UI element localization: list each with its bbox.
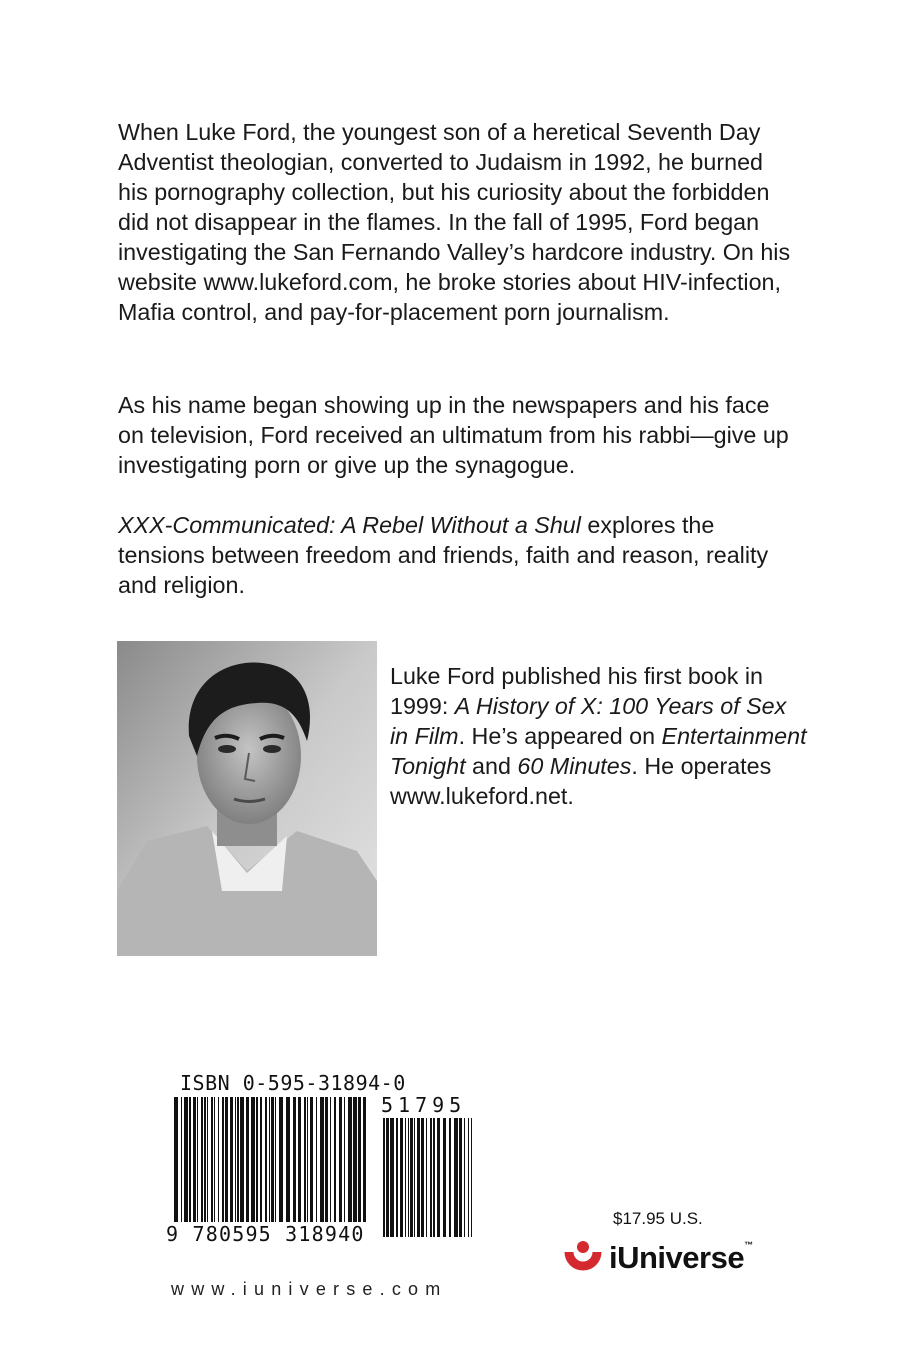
- barcode-bar: [405, 1118, 406, 1237]
- barcode-bar: [471, 1118, 472, 1237]
- barcode-bar: [410, 1118, 413, 1237]
- blurb-paragraph-3: [118, 510, 798, 600]
- barcode-bar: [414, 1118, 415, 1237]
- barcode-bar: [256, 1097, 258, 1237]
- barcode-bar: [307, 1097, 308, 1237]
- barcode-bar: [222, 1097, 224, 1237]
- barcode-bar: [184, 1097, 188, 1237]
- publisher-logo: [563, 1236, 753, 1280]
- barcode-bar: [334, 1097, 336, 1237]
- iuniverse-logo-icon: [563, 1238, 603, 1278]
- barcode-bar: [363, 1097, 366, 1237]
- barcode-bar: [316, 1097, 317, 1237]
- blurb-paragraph-2: As his name began showing up in the newspapers and his face on television, Ford received an ultimatum from his rabbi—give up investigating porn or give up the synagogue.: [118, 392, 789, 478]
- barcode-bar: [304, 1097, 306, 1237]
- price: $17.95 U.S.: [613, 1209, 703, 1228]
- author-bio: [390, 661, 810, 811]
- barcode-bar: [269, 1097, 270, 1237]
- barcode-bar: [390, 1118, 394, 1237]
- barcode-bar: [235, 1097, 236, 1237]
- barcode-bar: [383, 1118, 385, 1237]
- barcode-bar: [344, 1097, 345, 1237]
- barcode-bar: [214, 1097, 215, 1237]
- bio-text-3: and: [465, 753, 518, 779]
- barcode-bar: [225, 1097, 228, 1237]
- barcode-bar: [459, 1118, 462, 1237]
- barcode-bar: [207, 1097, 208, 1237]
- barcode-bar: [454, 1118, 458, 1237]
- barcode-bar: [396, 1118, 398, 1237]
- author-photo: [117, 641, 377, 956]
- barcode-bar: [174, 1097, 178, 1237]
- book-title: XXX-Communicated: A Rebel Without a Shul: [118, 512, 581, 538]
- barcode-bar: [449, 1118, 451, 1237]
- barcode-bar: [204, 1097, 206, 1237]
- bio-show-2: 60 Minutes: [517, 753, 632, 779]
- bio-show-1: Entertainment Tonight: [390, 723, 807, 779]
- barcode-bar: [265, 1097, 267, 1237]
- barcode-bar: [230, 1097, 233, 1237]
- bio-text-4: . He operates www.lukeford.net.: [390, 753, 772, 809]
- barcode-bar: [246, 1097, 249, 1237]
- barcode-bar: [218, 1097, 219, 1237]
- blurb-paragraph-1: When Luke Ford, the youngest son of a heretical Seventh Day Adventist theologian, converted to Judaism in 1992, he burned his pornography collection, but his curiosity about the forbidden did not disappear in the flames. In the fall of 1995, Ford began investigating the San Fernando Valley’s hardcore industry. On his website www.lukeford.com, he broke stories about HIV-infection, Mafia control, and pay-for-placement porn journalism.: [118, 119, 791, 325]
- barcode-bar: [293, 1097, 296, 1237]
- publisher-website[interactable]: www.iuniverse.com: [171, 1279, 448, 1299]
- barcode-bar: [279, 1097, 283, 1237]
- barcode-bar: [298, 1097, 301, 1237]
- barcode-bar: [386, 1118, 389, 1237]
- barcode-bar: [325, 1097, 328, 1237]
- barcode-bar: [251, 1097, 255, 1237]
- barcode-bar: [260, 1097, 262, 1237]
- barcode-addon-number: 51795: [381, 1093, 467, 1117]
- barcode-addon: [383, 1118, 475, 1237]
- barcode-bar: [310, 1097, 313, 1237]
- barcode-bar: [201, 1097, 203, 1237]
- barcode-bar: [197, 1097, 198, 1237]
- barcode-bar: [330, 1097, 331, 1237]
- publisher-name-text: iUniverse: [609, 1240, 745, 1275]
- barcode-bar: [437, 1118, 440, 1237]
- isbn-label: ISBN 0-595-31894-0: [180, 1071, 406, 1095]
- bio-book-title: A History of X: 100 Years of Sex in Film: [390, 693, 787, 749]
- barcode-bar: [240, 1097, 244, 1237]
- barcode-bar: [181, 1097, 182, 1237]
- barcode-bar: [433, 1118, 435, 1237]
- blurb-paragraph-3-text: explores the tensions between freedom and friends, faith and reason, reality and religion.: [118, 512, 769, 598]
- barcode-bar: [339, 1097, 342, 1237]
- barcode-bar: [426, 1118, 427, 1237]
- barcode-bar: [353, 1097, 357, 1237]
- bio-text-2: . He’s appeared on: [458, 723, 662, 749]
- barcode-bar: [237, 1097, 239, 1237]
- bio-text-1: Luke Ford published his first book in 1999:: [390, 663, 763, 719]
- barcode-bar: [211, 1097, 213, 1237]
- trademark-symbol: ™: [744, 1240, 753, 1250]
- publisher-name: [609, 1240, 753, 1276]
- barcode-bar: [400, 1118, 403, 1237]
- barcode-bar: [348, 1097, 352, 1237]
- barcode-bar: [464, 1118, 465, 1237]
- barcode-bar: [320, 1097, 324, 1237]
- barcode-bar: [408, 1118, 409, 1237]
- barcode-bar: [271, 1097, 274, 1237]
- barcode-main: [174, 1097, 370, 1237]
- barcode-bar: [430, 1118, 432, 1237]
- barcode-bar: [417, 1118, 420, 1237]
- barcode-bar: [443, 1118, 446, 1237]
- barcode-bar: [358, 1097, 361, 1237]
- barcode-bar: [286, 1097, 290, 1237]
- barcode-bar: [189, 1097, 191, 1237]
- barcode-bar: [193, 1097, 196, 1237]
- barcode-bar: [421, 1118, 424, 1237]
- barcode-bar: [468, 1118, 469, 1237]
- barcode-bar: [275, 1097, 276, 1237]
- barcode-ean-digits: 9 780595 318940: [166, 1222, 365, 1246]
